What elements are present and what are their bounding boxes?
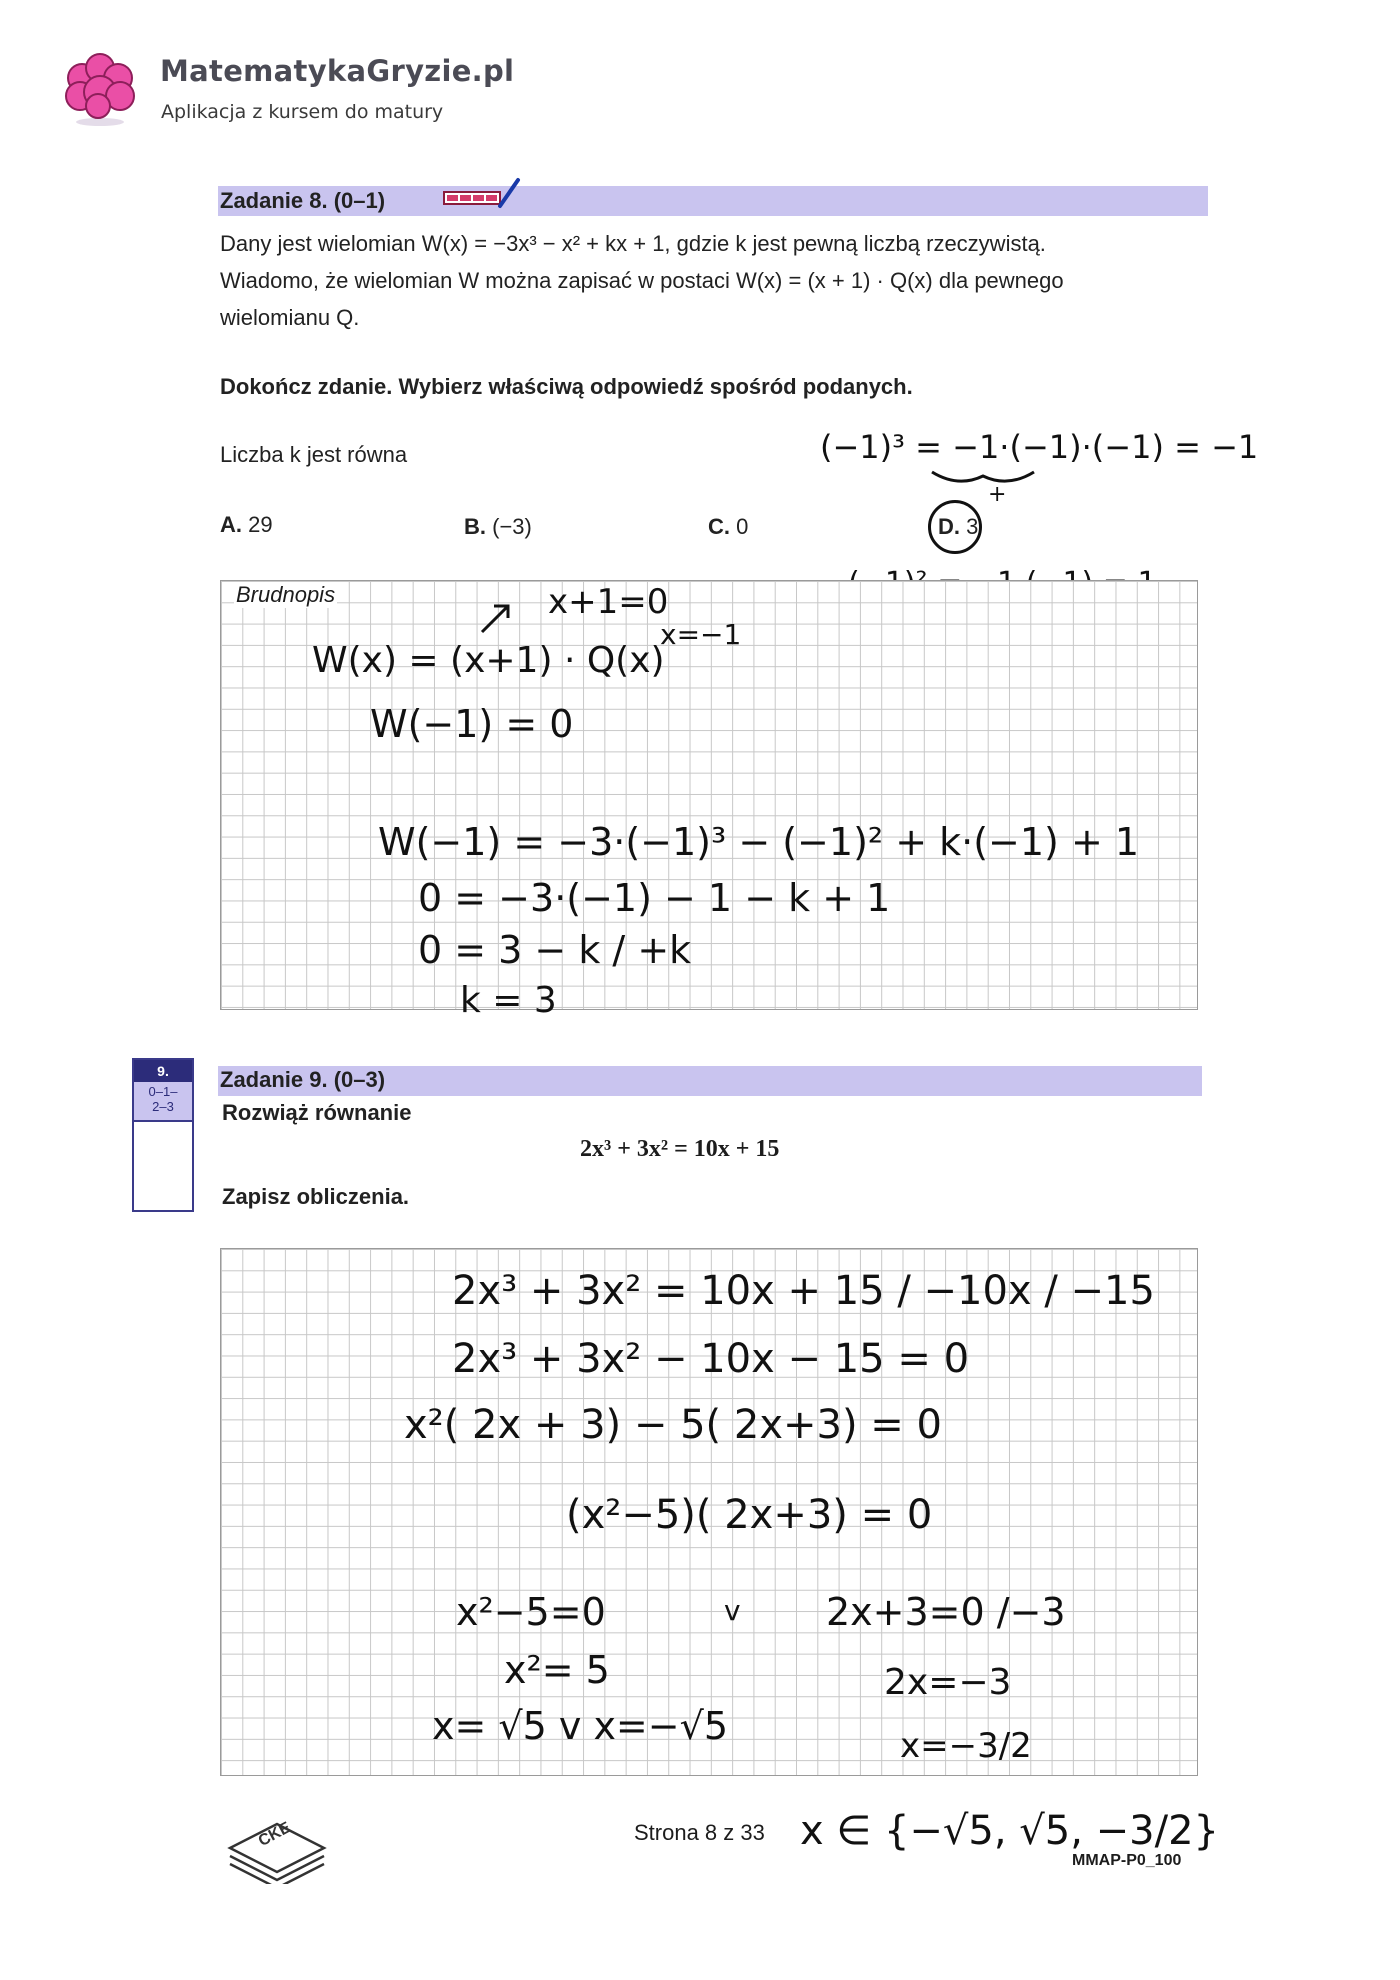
task8-text-line3: wielomianu Q. bbox=[220, 305, 360, 330]
arrow-mark bbox=[478, 596, 518, 636]
answer-a[interactable] bbox=[220, 506, 273, 544]
sol-line1: 2x³ + 3x² = 10x + 15 / −10x / −15 bbox=[452, 1268, 1155, 1314]
brand-subtitle: Aplikacja z kursem do matury bbox=[161, 101, 444, 123]
note-sub2: 0 = −3·(−1) − 1 − k + 1 bbox=[418, 876, 891, 920]
task9-instruction: Rozwiąż równanie bbox=[222, 1100, 412, 1125]
task8-title: Zadanie 8. (0–1) bbox=[220, 188, 386, 213]
score-box bbox=[132, 1058, 194, 1212]
note-sub4: k = 3 bbox=[460, 980, 557, 1021]
task8-text-line1: Dany jest wielomian W(x) = −3x³ − x² + kx + 1, gdzie k jest pewną liczbą rzeczywistą. bbox=[220, 231, 1046, 256]
note-sub3: 0 = 3 − k / +k bbox=[418, 928, 692, 972]
sol-line2: 2x³ + 3x² − 10x − 15 = 0 bbox=[452, 1336, 970, 1382]
doc-code: MMAP-P0_100 bbox=[1072, 1852, 1182, 1869]
note-root-val: x=−1 bbox=[660, 618, 742, 651]
note-sub1: W(−1) = −3·(−1)³ − (−1)² + k·(−1) + 1 bbox=[378, 820, 1140, 864]
note-plus: + bbox=[988, 482, 1007, 507]
difficulty-icon bbox=[442, 176, 522, 216]
sol-line6b: 2x=−3 bbox=[884, 1662, 1012, 1703]
sol-line5b: 2x+3=0 /−3 bbox=[826, 1590, 1066, 1634]
answer-c-letter: C. bbox=[708, 514, 730, 539]
sol-or: v bbox=[724, 1594, 741, 1627]
sol-line5a: x²−5=0 bbox=[456, 1590, 606, 1634]
sol-line7b: x=−3/2 bbox=[900, 1726, 1032, 1766]
task9-equation: 2x³ + 3x² = 10x + 15 bbox=[580, 1136, 780, 1162]
task8-text-line2: Wiadomo, że wielomian W można zapisać w postaci W(x) = (x + 1) · Q(x) dla pewnego bbox=[220, 268, 1064, 293]
task9-write: Zapisz obliczenia. bbox=[222, 1184, 410, 1209]
cke-logo-icon bbox=[222, 1804, 332, 1884]
answer-c-value: 0 bbox=[736, 514, 749, 539]
answer-c[interactable] bbox=[708, 508, 748, 546]
sol-line7a: x= √5 v x=−√5 bbox=[432, 1704, 729, 1748]
brand-logo-icon bbox=[58, 48, 142, 128]
draft-label: Brudnopis bbox=[236, 582, 336, 607]
cke-logo-text: CKE bbox=[255, 1819, 294, 1850]
score-number: 9. bbox=[134, 1060, 192, 1082]
sol-line4: (x²−5)( 2x+3) = 0 bbox=[566, 1492, 933, 1538]
note-cube: (−1)³ = −1·(−1)·(−1) = −1 bbox=[820, 428, 1259, 466]
note-w-form: W(x) = (x+1) · Q(x) bbox=[312, 640, 665, 681]
answer-b-letter: B. bbox=[464, 514, 486, 539]
brace-mark bbox=[928, 466, 1038, 496]
sol-line6a: x²= 5 bbox=[504, 1648, 610, 1692]
answer-b-value: (−3) bbox=[492, 514, 532, 539]
answer-d-value: 3 bbox=[966, 514, 979, 539]
score-range[interactable]: 0–1– 2–3 bbox=[134, 1082, 192, 1122]
answer-d-letter: D. bbox=[938, 514, 960, 539]
sol-line3: x²( 2x + 3) − 5( 2x+3) = 0 bbox=[404, 1402, 942, 1448]
task8-instruction: Dokończ zdanie. Wybierz właściwą odpowiedź spośród podanych. bbox=[220, 374, 913, 399]
note-w-zero: W(−1) = 0 bbox=[370, 702, 574, 746]
task8-question: Liczba k jest równa bbox=[220, 442, 408, 467]
task9-title: Zadanie 9. (0–3) bbox=[220, 1067, 386, 1092]
answer-d-circle-mark bbox=[928, 500, 982, 554]
note-root-eq: x+1=0 bbox=[548, 582, 669, 622]
page-number: Strona 8 z 33 bbox=[634, 1820, 765, 1845]
answer-b[interactable] bbox=[464, 508, 532, 546]
answer-a-letter: A. bbox=[220, 512, 242, 537]
sol-final: x ∈ {−√5, √5, −3/2} bbox=[800, 1808, 1219, 1854]
answer-a-value: 29 bbox=[248, 512, 273, 537]
brand-title: MatematykaGryzie.pl bbox=[160, 54, 515, 88]
